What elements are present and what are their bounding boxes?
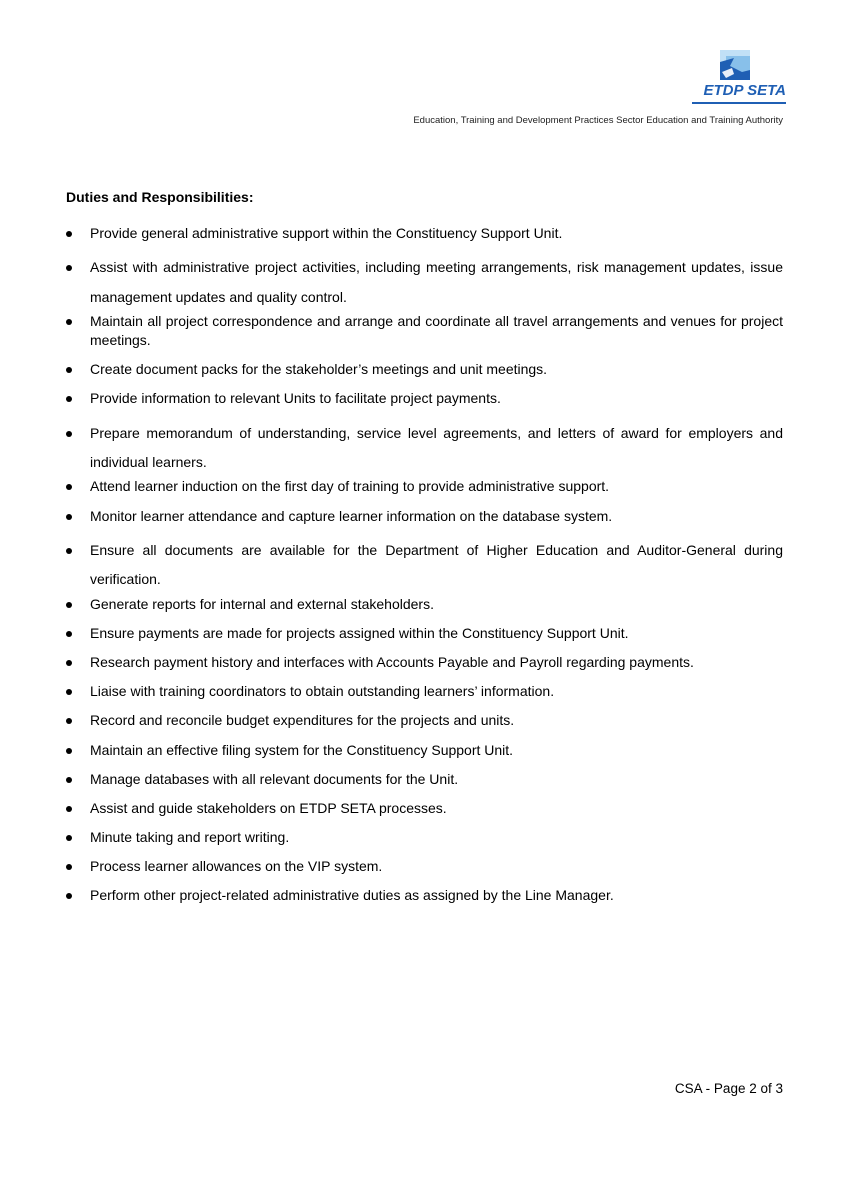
list-item: Maintain an effective filing system for the Constituency Support Unit.	[66, 741, 783, 760]
organisation-tagline: Education, Training and Development Practices Sector Education and Training Authority	[413, 115, 783, 126]
list-item: Ensure all documents are available for the Department of Higher Education and Auditor-General during verification.	[66, 536, 783, 595]
list-item: Ensure payments are made for projects assigned within the Constituency Support Unit.	[66, 624, 783, 643]
list-item: Assist with administrative project activities, including meeting arrangements, risk management updates, issue management updates and quality control.	[66, 253, 783, 312]
list-item: Assist and guide stakeholders on ETDP SETA processes.	[66, 799, 783, 818]
list-item: Liaise with training coordinators to obtain outstanding learners’ information.	[66, 682, 783, 701]
duties-list	[66, 224, 783, 916]
list-item: Generate reports for internal and external stakeholders.	[66, 595, 783, 614]
section-heading: Duties and Responsibilities:	[66, 189, 254, 205]
list-item: Provide information to relevant Units to facilitate project payments.	[66, 389, 783, 408]
list-item: Maintain all project correspondence and arrange and coordinate all travel arrangements and venues for project meetings.	[66, 312, 783, 350]
list-item: Prepare memorandum of understanding, service level agreements, and letters of award for employers and individual learners.	[66, 419, 783, 478]
logo-wordmark: ETDP SETA	[703, 82, 786, 99]
list-item: Record and reconcile budget expenditures for the projects and units.	[66, 711, 783, 730]
list-item: Create document packs for the stakeholder’s meetings and unit meetings.	[66, 360, 783, 379]
page-number: CSA - Page 2 of 3	[674, 1081, 783, 1096]
list-item: Attend learner induction on the first day of training to provide administrative support.	[66, 477, 783, 496]
list-item: Provide general administrative support within the Constituency Support Unit.	[66, 224, 783, 243]
list-item: Manage databases with all relevant documents for the Unit.	[66, 770, 783, 789]
etdp-seta-logo	[690, 48, 786, 108]
logo-emblem-icon	[690, 48, 786, 108]
list-item: Minute taking and report writing.	[66, 828, 783, 847]
list-item: Process learner allowances on the VIP system.	[66, 857, 783, 876]
list-item: Perform other project-related administrative duties as assigned by the Line Manager.	[66, 886, 783, 905]
list-item: Research payment history and interfaces with Accounts Payable and Payroll regarding payments.	[66, 653, 783, 672]
list-item: Monitor learner attendance and capture learner information on the database system.	[66, 507, 783, 526]
